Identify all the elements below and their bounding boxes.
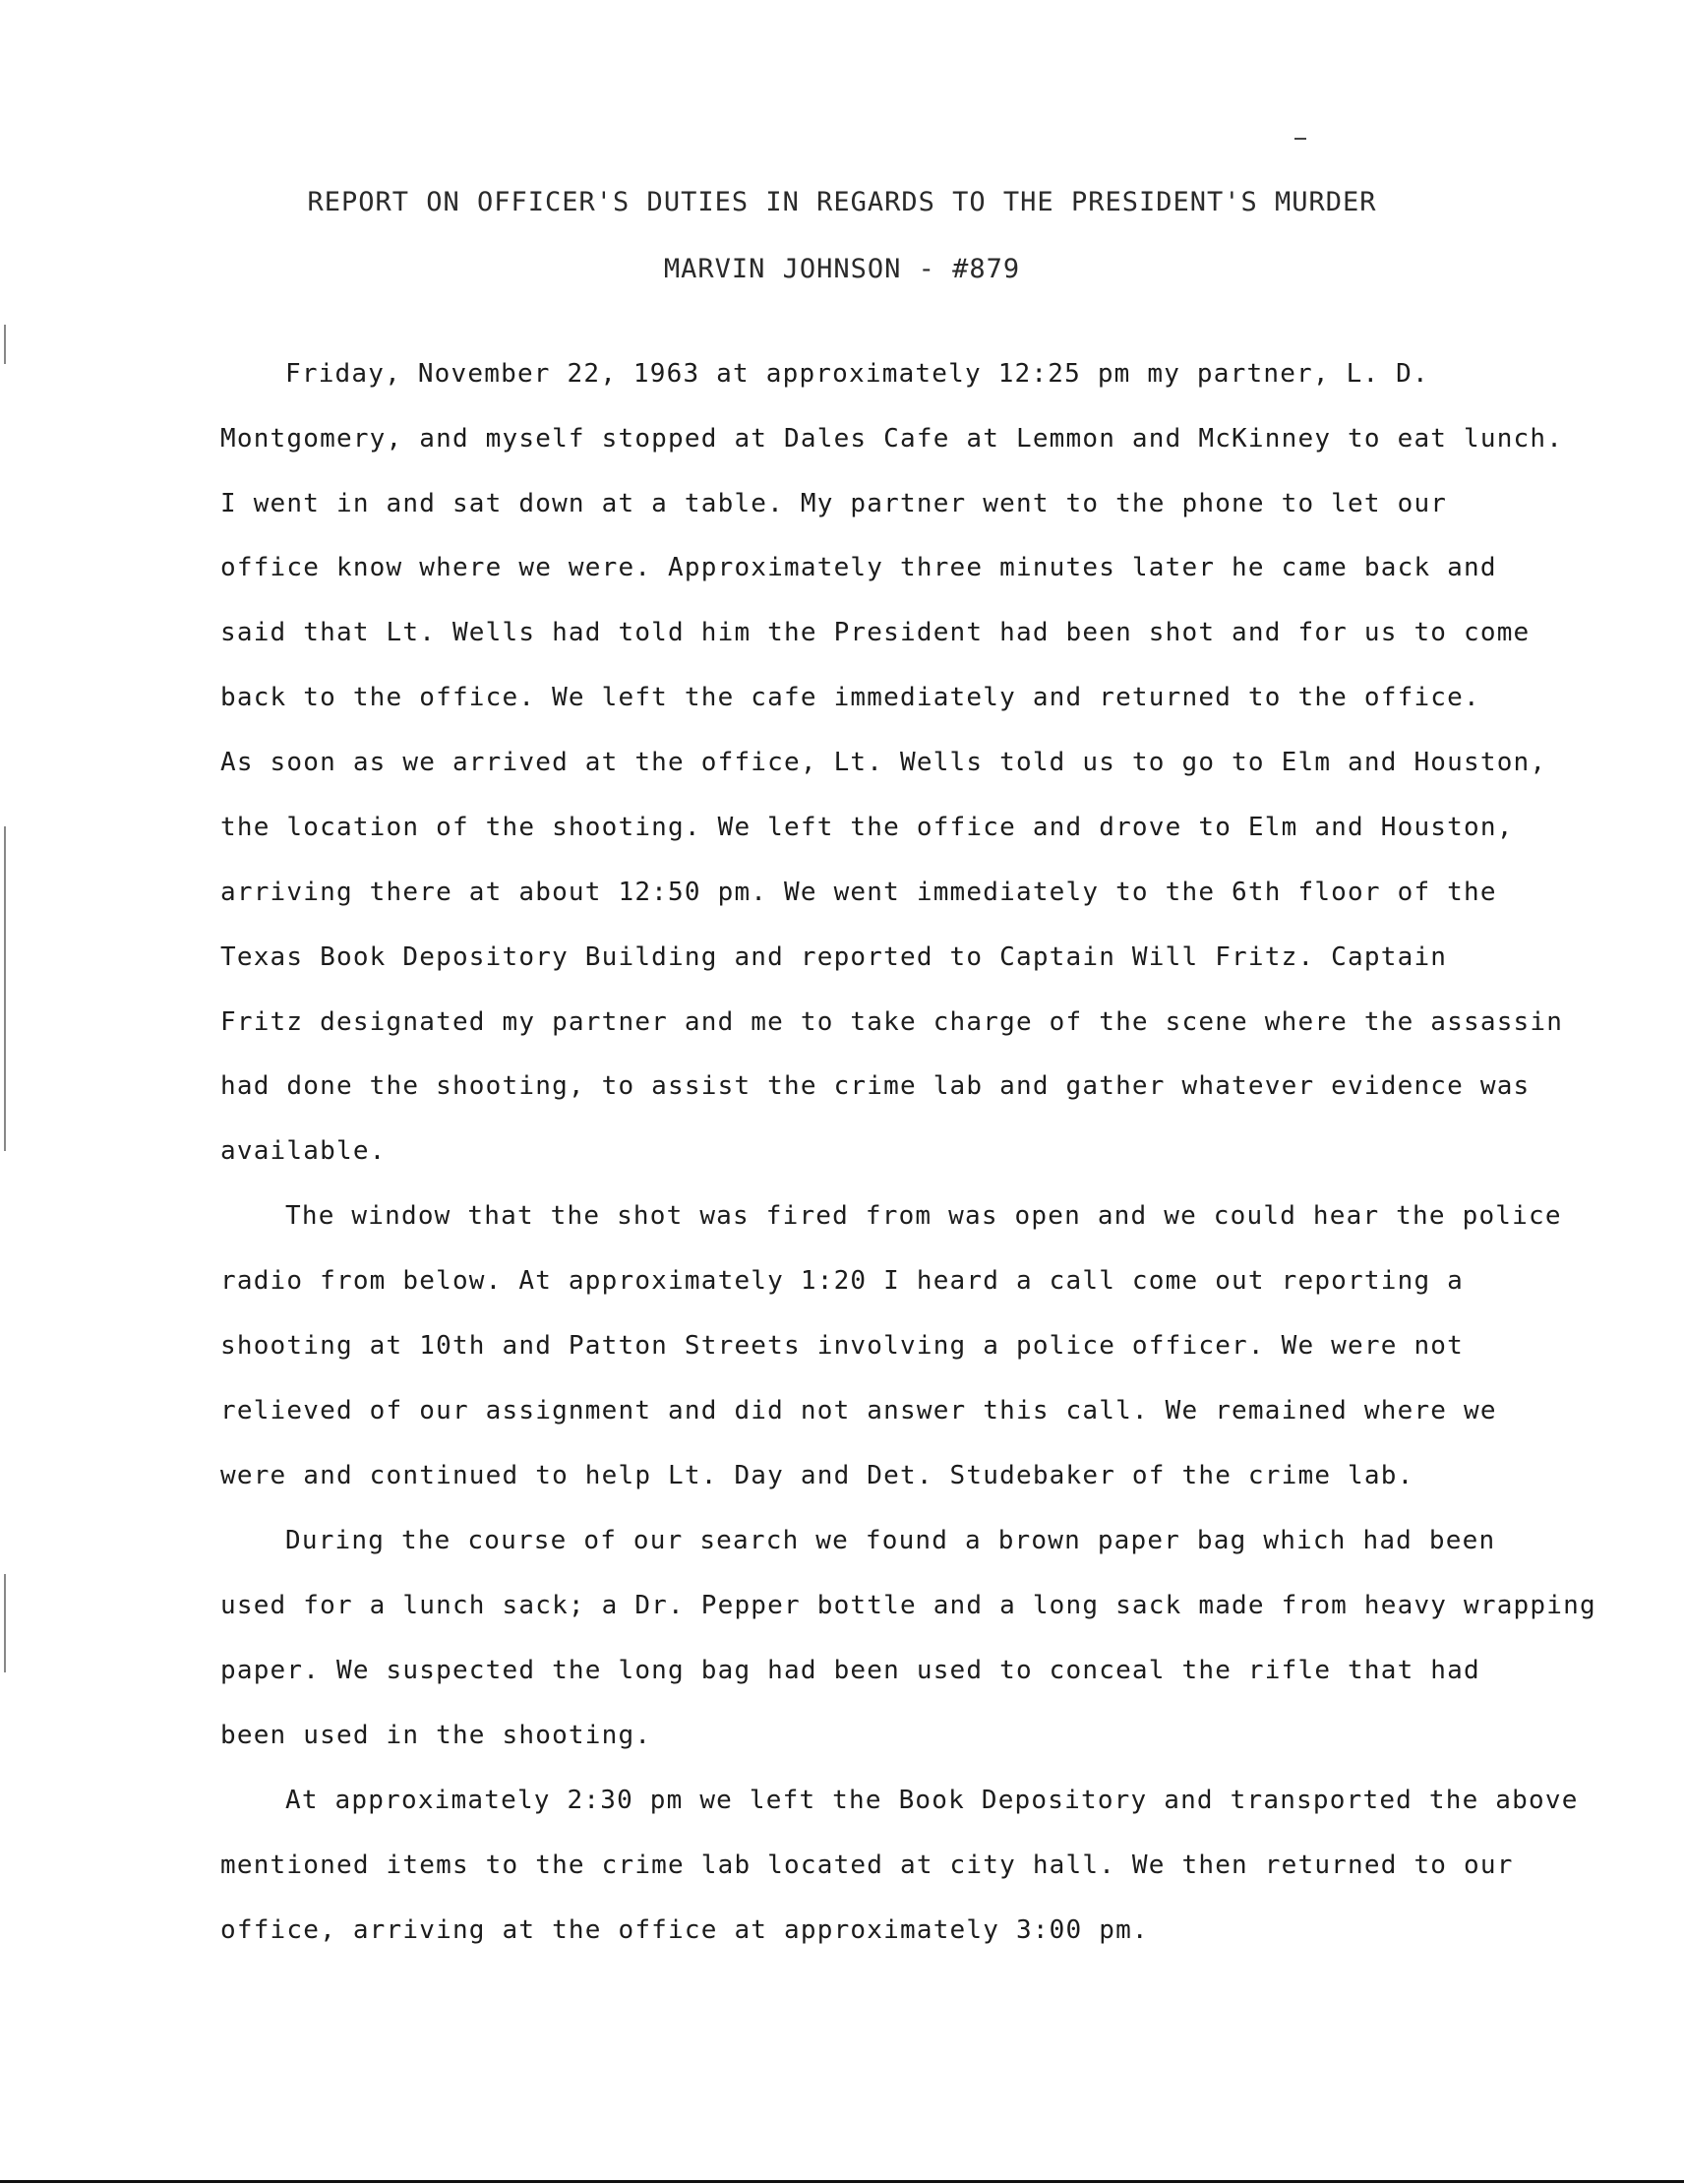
officer-name-badge: MARVIN JOHNSON - #879 — [663, 254, 1021, 284]
scan-bottom-edge — [0, 2180, 1684, 2183]
body-line: Montgomery, and myself stopped at Dales Cafe at Lemmon and McKinney to eat lunch. — [220, 424, 1564, 454]
body-line: office, arriving at the office at approximately 3:00 pm. — [220, 1915, 1149, 1945]
body-line: Friday, November 22, 1963 at approximately 12:25 pm my partner, L. D. — [285, 359, 1429, 389]
body-line: The window that the shot was fired from was open and we could hear the police — [285, 1201, 1562, 1231]
body-line: During the course of our search we found a brown paper bag which had been — [285, 1526, 1496, 1555]
body-line: were and continued to help Lt. Day and Det. Studebaker of the crime lab. — [220, 1461, 1414, 1490]
body-line: As soon as we arrived at the office, Lt. Wells told us to go to Elm and Houston, — [220, 748, 1547, 777]
body-line: relieved of our assignment and did not answer this call. We remained where we — [220, 1396, 1497, 1426]
body-line: been used in the shooting. — [220, 1721, 652, 1750]
scan-margin-mark — [4, 826, 6, 1151]
body-line: back to the office. We left the cafe immediately and returned to the office. — [220, 683, 1480, 712]
body-line: used for a lunch sack; a Dr. Pepper bottle and a long sack made from heavy wrapping — [220, 1591, 1596, 1620]
body-line: office know where we were. Approximately three minutes later he came back and — [220, 553, 1497, 582]
body-line: said that Lt. Wells had told him the President had been shot and for us to come — [220, 618, 1531, 647]
body-line: had done the shooting, to assist the crime lab and gather whatever evidence was — [220, 1071, 1531, 1101]
body-line: the location of the shooting. We left the office and drove to Elm and Houston, — [220, 813, 1514, 842]
scan-margin-mark — [4, 325, 6, 364]
scan-margin-mark — [4, 1574, 6, 1672]
body-line: mentioned items to the crime lab located at city hall. We then returned to our — [220, 1850, 1514, 1880]
body-line: paper. We suspected the long bag had been used to conceal the rifle that had — [220, 1656, 1480, 1685]
body-line: arriving there at about 12:50 pm. We went immediately to the 6th floor of the — [220, 878, 1497, 907]
report-title: REPORT ON OFFICER'S DUTIES IN REGARDS TO THE PRESIDENT'S MURDER — [307, 187, 1377, 217]
scan-speck — [1294, 138, 1306, 140]
body-line: Texas Book Depository Building and reported to Captain Will Fritz. Captain — [220, 942, 1448, 972]
body-line: radio from below. At approximately 1:20 I heard a call come out reporting a — [220, 1266, 1464, 1296]
body-line: available. — [220, 1136, 387, 1166]
body-line: shooting at 10th and Patton Streets involving a police officer. We were not — [220, 1331, 1464, 1361]
body-line: I went in and sat down at a table. My partner went to the phone to let our — [220, 489, 1448, 518]
body-line: At approximately 2:30 pm we left the Book Depository and transported the above — [285, 1786, 1579, 1815]
body-line: Fritz designated my partner and me to take charge of the scene where the assassin — [220, 1007, 1564, 1037]
